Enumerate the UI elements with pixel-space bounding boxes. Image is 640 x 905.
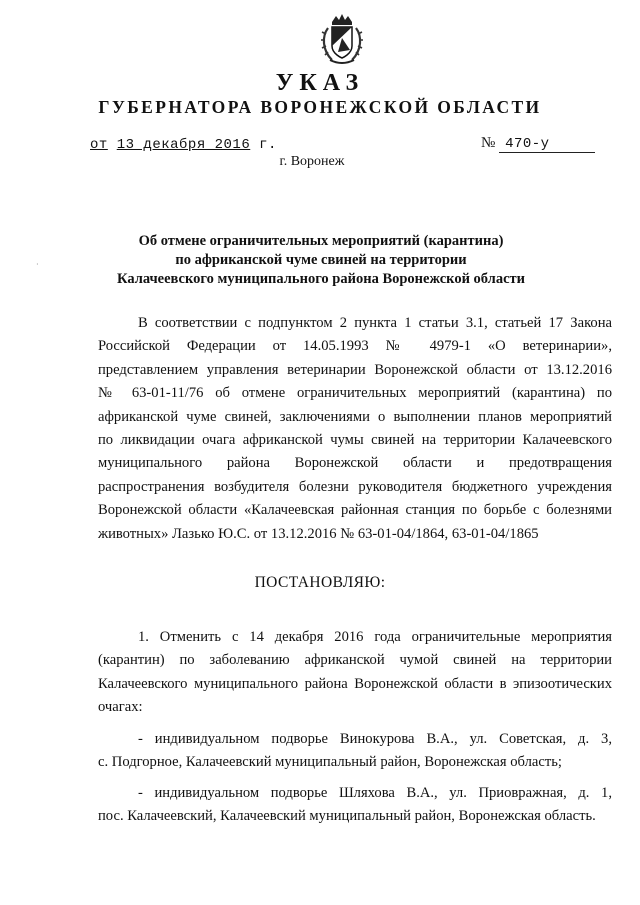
item-line: очагах: [98, 699, 143, 716]
title-line: по африканской чуме свиней на территории [175, 252, 467, 268]
focus-line: - индивидуальном подворье Винокурова В.А., ул. Советская, д. 3, [138, 731, 612, 747]
item-line: 1. Отменить с 14 декабря 2016 года ограничительные мероприятия [138, 629, 612, 645]
preamble-paragraph [98, 312, 612, 546]
date-value: 13 декабря 2016 [116, 137, 251, 153]
number-value: 470-у [499, 136, 595, 153]
city-line [0, 154, 640, 170]
date-prefix: от [90, 137, 108, 153]
preamble-line: Воронежской области «Калачеевская районная станция по борьбе с болезнями [98, 502, 612, 519]
document-type-title: УКАЗ [275, 70, 365, 96]
document-title [96, 232, 546, 289]
number-label: № [481, 135, 496, 151]
coat-of-arms-emblem [318, 12, 366, 68]
preamble-line: животных» Лазько Ю.С. от 13.12.2016 № 63-01-04/1864, 63-01-04/1865 [98, 525, 539, 542]
item-line: Калачеевского муниципального района Воронежской области в эпизоотических [98, 675, 612, 692]
preamble-line: № 63-01-11/76 об отмене ограничительных мероприятий (карантина) по [98, 385, 612, 402]
preamble-line: муниципального района Воронежской области и предотвращения [98, 455, 612, 472]
issuer-subtitle: ГУБЕРНАТОРА ВОРОНЕЖСКОЙ ОБЛАСТИ [98, 97, 542, 117]
preamble-line: представлением управления ветеринарии Воронежской области от 13.12.2016 [98, 361, 612, 378]
document-number [481, 135, 595, 153]
margin-mark: · [36, 260, 39, 269]
document-date [90, 137, 277, 153]
date-suffix: г. [259, 137, 277, 153]
focus-line: пос. Калачеевский, Калачеевский муниципальный район, Воронежская область. [98, 808, 596, 825]
focus-item-2 [98, 782, 612, 829]
preamble-line: В соответствии с подпунктом 2 пункта 1 статьи 3.1, статьей 17 Закона [138, 315, 612, 331]
item-1-paragraph [98, 626, 612, 720]
preamble-line: по ликвидации очага африканской чумы свиней на территории Калачеевского [98, 432, 612, 449]
city-name: г. Воронеж [279, 154, 345, 169]
preamble-line: распространения возбудителя болезни руководителя бюджетного учреждения [98, 478, 612, 495]
title-line: Калачеевского муниципального района Воронежской области [117, 271, 525, 287]
item-line: (карантин) по заболеванию африканской чумой свиней на территории [98, 652, 612, 669]
decree-word: ПОСТАНОВЛЯЮ: [254, 574, 386, 591]
focus-line: с. Подгорное, Калачеевский муниципальный район, Воронежская область; [98, 754, 562, 771]
focus-item-1 [98, 728, 612, 775]
focus-line: - индивидуальном подворье Шляхова В.А., ул. Приовражная, д. 1, [138, 785, 612, 801]
preamble-line: Российской Федерации от 14.05.1993 № 4979-1 «О ветеринарии», [98, 338, 612, 355]
preamble-line: африканской чуме свиней, заключениями о выполнении планов мероприятий [98, 408, 612, 425]
title-line: Об отмене ограничительных мероприятий (карантина) [138, 233, 504, 249]
